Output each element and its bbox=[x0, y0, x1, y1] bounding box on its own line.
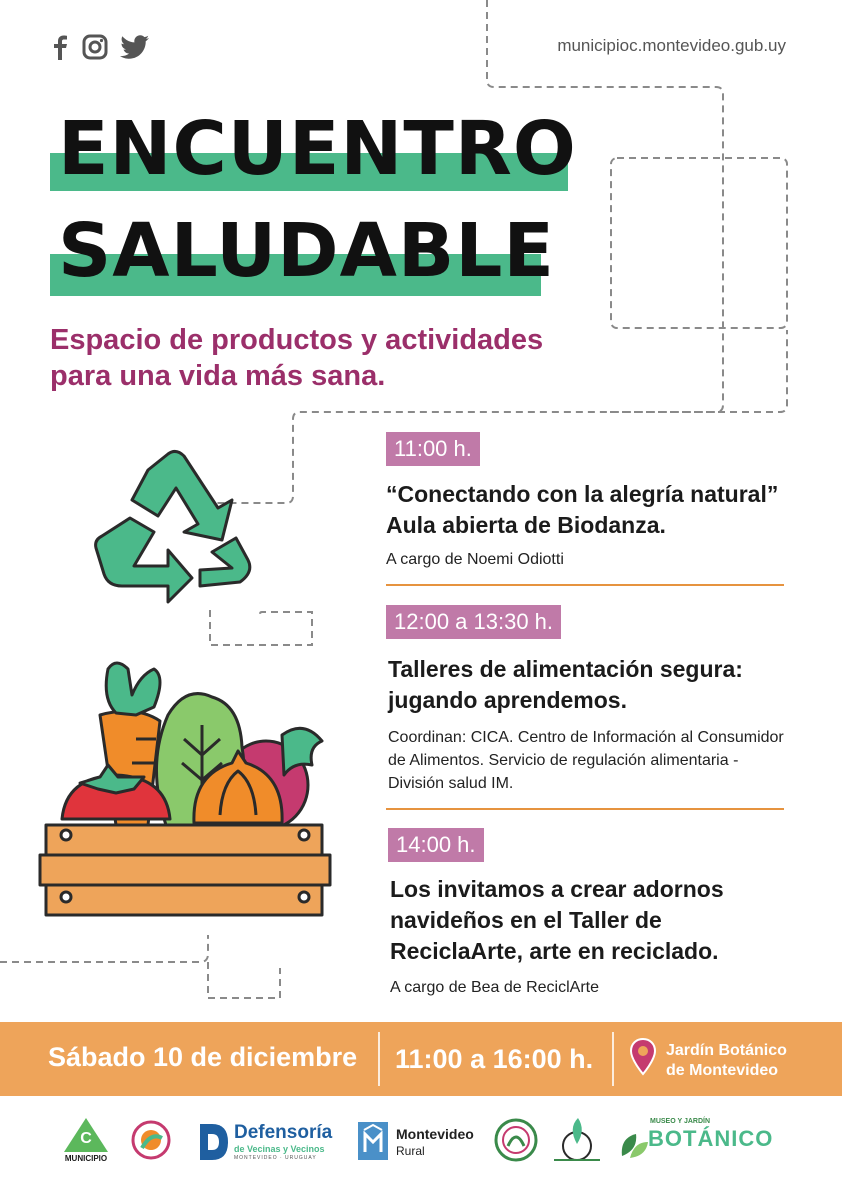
botanico-top-label: MUSEO Y JARDÍN bbox=[650, 1118, 711, 1125]
event-time-badge: 14:00 h. bbox=[388, 828, 484, 862]
event-time-badge: 12:00 a 13:30 h. bbox=[386, 605, 561, 639]
municipio-c-logo bbox=[62, 1116, 110, 1164]
defensoria-logo bbox=[198, 1120, 338, 1164]
defensoria-sub: de Vecinas y Vecinos bbox=[234, 1144, 325, 1154]
twitter-icon[interactable] bbox=[120, 34, 150, 60]
montevideo-rural-logo bbox=[358, 1122, 478, 1162]
event-title: “Conectando con la alegría natural” Aula abierta de Biodanza. bbox=[386, 481, 779, 538]
event-detail: Coordinan: CICA. Centro de Información al Consumidor de Alimentos. Servicio de regulación alimentaria - División salud IM. bbox=[388, 729, 784, 792]
recycle-icon bbox=[88, 448, 258, 608]
plant-leaf-logo bbox=[552, 1114, 602, 1164]
event-detail: A cargo de Noemi Odiotti bbox=[386, 551, 564, 568]
defensoria-city: MONTEVIDEO · URUGUAY bbox=[234, 1155, 317, 1161]
event-title: Talleres de alimentación segura: jugando aprendemos. bbox=[388, 656, 743, 713]
event-separator bbox=[386, 808, 784, 810]
page-title-line-1: ENCUENTRO bbox=[58, 106, 577, 192]
botanico-name: BOTÁNICO bbox=[648, 1126, 774, 1151]
defensoria-name: Defensoría bbox=[234, 1122, 333, 1143]
location-line-2: de Montevideo bbox=[666, 1062, 779, 1079]
vegetable-crate-illustration bbox=[36, 655, 338, 920]
event-location bbox=[666, 1041, 787, 1081]
event-time-badge: 11:00 h. bbox=[386, 432, 480, 466]
facebook-icon[interactable] bbox=[50, 34, 70, 60]
location-pin-icon bbox=[630, 1038, 656, 1076]
montevideo-rural-sub: Rural bbox=[396, 1144, 425, 1158]
website-url[interactable]: municipioc.montevideo.gub.uy bbox=[557, 36, 786, 55]
montevideo-rural-name: Montevideo bbox=[396, 1126, 474, 1142]
event-detail: A cargo de Bea de ReciclArte bbox=[390, 979, 600, 996]
social-icons bbox=[50, 34, 150, 60]
event-separator bbox=[386, 584, 784, 586]
instagram-icon[interactable] bbox=[82, 34, 108, 60]
municipio-letter: C bbox=[80, 1130, 92, 1147]
subtitle: Espacio de productos y actividades para una vida más sana. bbox=[50, 324, 544, 392]
botanico-leaf-icon bbox=[616, 1126, 650, 1162]
municipio-label: MUNICIPIO bbox=[64, 1154, 108, 1163]
event-date: Sábado 10 de diciembre bbox=[48, 1042, 358, 1072]
museo-jardin-botanico-logo bbox=[616, 1118, 786, 1164]
location-line-1: Jardín Botánico bbox=[666, 1042, 787, 1059]
band-divider bbox=[378, 1032, 380, 1086]
defensoria-d-icon bbox=[198, 1122, 230, 1162]
round-seal-logo bbox=[494, 1118, 538, 1162]
event-hours: 11:00 a 16:00 h. bbox=[395, 1044, 594, 1074]
red-agroecologia-logo bbox=[130, 1118, 172, 1162]
montevideo-m-icon bbox=[358, 1122, 388, 1160]
page-title-line-2: SALUDABLE bbox=[58, 208, 555, 294]
event-title: Los invitamos a crear adornos navideños en el Taller de ReciclaArte, arte en reciclado. bbox=[390, 876, 724, 964]
band-divider bbox=[612, 1032, 614, 1086]
